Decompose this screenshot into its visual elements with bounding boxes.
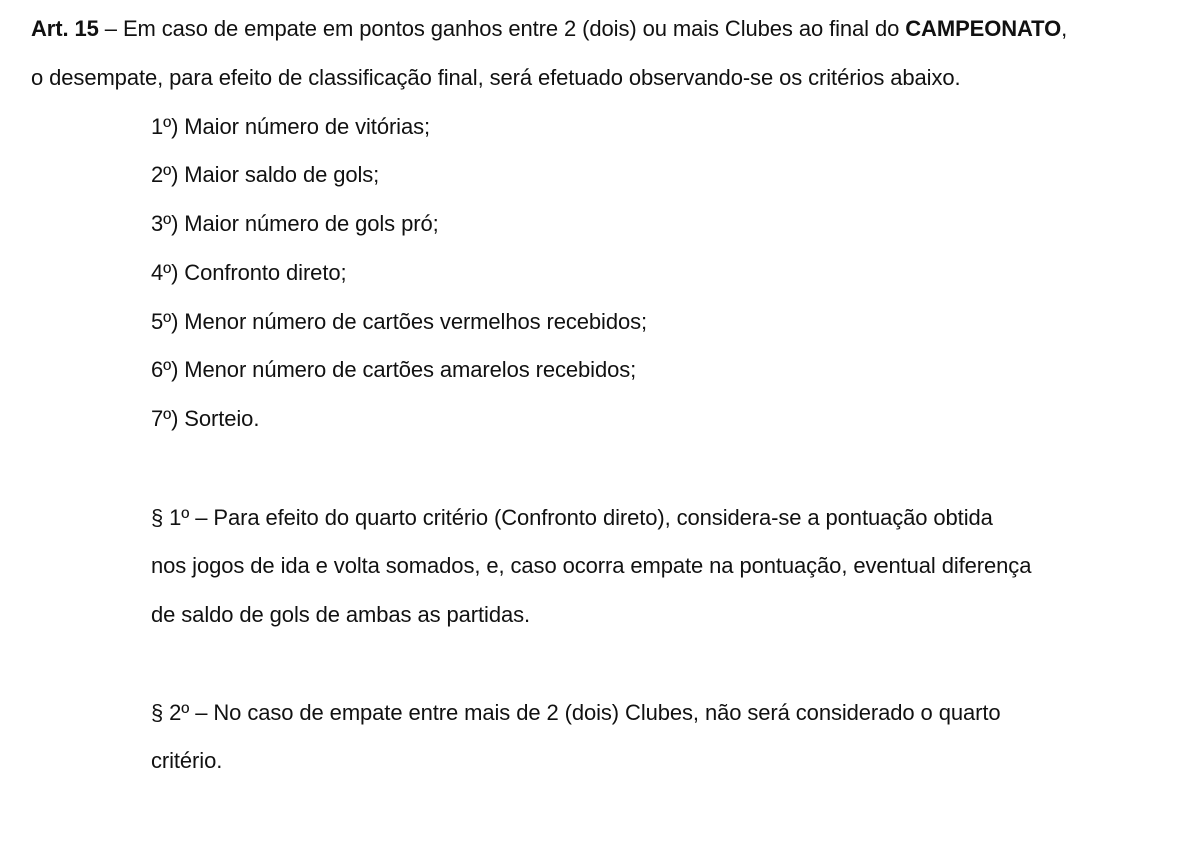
criterion-item: 2º) Maior saldo de gols; bbox=[151, 162, 380, 187]
article-label: Art. 15 bbox=[31, 16, 99, 41]
article-15-line-2: o desempate, para efeito de classificação final, será efetuado observando-se os critérios abaixo. bbox=[31, 65, 961, 90]
paragraph-1-line: nos jogos de ida e volta somados, e, caso ocorra empate na pontuação, eventual diferença bbox=[151, 553, 1032, 578]
article-line-1-end: , bbox=[1061, 16, 1068, 41]
paragraph-2-line: § 2º – No caso de empate entre mais de 2 (dois) Clubes, não será considerado o quarto bbox=[151, 700, 1001, 725]
criterion-item: 3º) Maior número de gols pró; bbox=[151, 211, 439, 236]
criterion-item: 5º) Menor número de cartões vermelhos recebidos; bbox=[151, 309, 648, 334]
criterion-item: 1º) Maior número de vitórias; bbox=[151, 114, 431, 139]
championship-term: CAMPEONATO bbox=[905, 16, 1062, 41]
article-line-1-text: Em caso de empate em pontos ganhos entre 2 (dois) ou mais Clubes ao final do bbox=[122, 16, 906, 41]
article-dash: – bbox=[98, 16, 123, 41]
criterion-item: 6º) Menor número de cartões amarelos recebidos; bbox=[151, 357, 637, 382]
paragraph-1-line: de saldo de gols de ambas as partidas. bbox=[151, 602, 530, 627]
criterion-item: 7º) Sorteio. bbox=[151, 406, 260, 431]
article-15-line-1 bbox=[31, 15, 1067, 43]
paragraph-2-line: critério. bbox=[151, 748, 223, 773]
criterion-item: 4º) Confronto direto; bbox=[151, 260, 347, 285]
paragraph-1-line: § 1º – Para efeito do quarto critério (Confronto direto), considera-se a pontuação obtida bbox=[151, 505, 993, 530]
